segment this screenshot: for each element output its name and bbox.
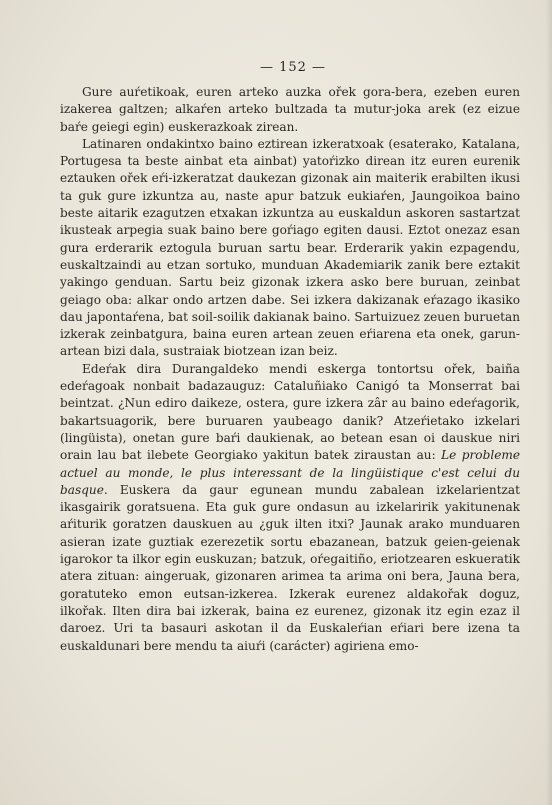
paragraph-2: Latinaren ondakintxo baino eztirean izkeratxoak (esaterako, Katalana, Portugesa ta beste ainbat eta ainbat) yatoŕizko direan itz euren eurenik eztauken ořek eŕi-izkeratzat daukezan gizonak ain maiterik erabilten ikusi ta guk gure izkuntza au, naste apur batzuk eukiaŕen, Jaungoikoa baino beste aitarik ezagutzen etxakan izkuntza au euskaldun askoren sastartzat ikusteak arpegia suak baino bere goŕiago egiten dausi. Eztot onezaz esan gura erderarik eztogula buruan sartu bear. Erderarik yakin ezpagendu, euskaltzaindi au etzan sortuko, munduan Akademiarik zanik bere eztakit yakingo genduan. Sartu beiz gizonak izkera asko bere buruan, zeinbat geiago oba: alkar ondo artzen dabe. Sei izkera dakizanak eŕazago ikasiko dau japontaŕena, bat soil-soilik dakianak baino. Sartuizuez zeuen buruetan izkerak zeinbatgura, baina euren artean zeuen eŕiarena eta onek, garun-artean bizi dala, sustraiak biotzean izan beiz.: [60, 136, 520, 359]
body-text: [60, 84, 520, 655]
page-edge-shadow: [546, 0, 552, 805]
paragraph-3: [60, 361, 520, 655]
paragraph-1: Gure auŕetikoak, euren arteko auzka ořek gora-bera, ezeben euren izakerea galtzen; alkaŕen arteko bultzada ta mutur-joka arek (ez eizue baŕe geiegi egin) euskerazkoak zirean.: [60, 85, 520, 134]
paragraph-3-start: Edeŕak dira Durangaldeko mendi eskerga tontortsu ořek, baiña edeŕagoak nonbait badazauguz: Cataluñiako Canigó ta Monserrat bai beintzat. ¿Nun ediro daikeze, ostera, gure izkera zâr au baino edeŕagorik, bakartsuagorik, bere buruaren yaubeago danik? Atzeŕietako izkelari (lingüista), onetan gure baŕi daukienak, ao betean esan oi dauskue niri orain lau bat ilebete Georgiako yakitun batek ziraustan au:: [60, 361, 520, 463]
french-quote: Le probleme actuel au monde, le plus interessant de la lingüistique c'est celui du basque: [60, 448, 520, 497]
page-number: — 152 —: [259, 60, 327, 75]
paragraph-3-end: . Euskera da gaur egunean mundu zabalean izkelarientzat ikasgairik goratsuena. Eta guk gure ondasun au izkelaririk yakitunenak aŕiturik goratzen dauskuen au ¿guk ilten itxi? Jaunak arako munduaren asieran izate guztiak ezerezetik sortu ebazanean, batzuk geien-geienak igarokor ta ilkor egin euskuzan; batzuk, oŕegaitiño, eriotzearen eskueratik atera zituan: aingeruak, gizonaren arimea ta arima oni bera, Jauna bera, goratuteko emon eutsan-izkerea. Izkerak eurenez aldakořak doguz, ilkořak. Ilten dira bai izkerak, baina ez eurenez, gizonak itz egin ezaz il daroez. Uri ta basauri askotan il da Euskaleŕian eŕiari bere izena ta euskaldunari bere mendu ta aiuŕi (carácter) agiriena emo-: [60, 482, 520, 653]
